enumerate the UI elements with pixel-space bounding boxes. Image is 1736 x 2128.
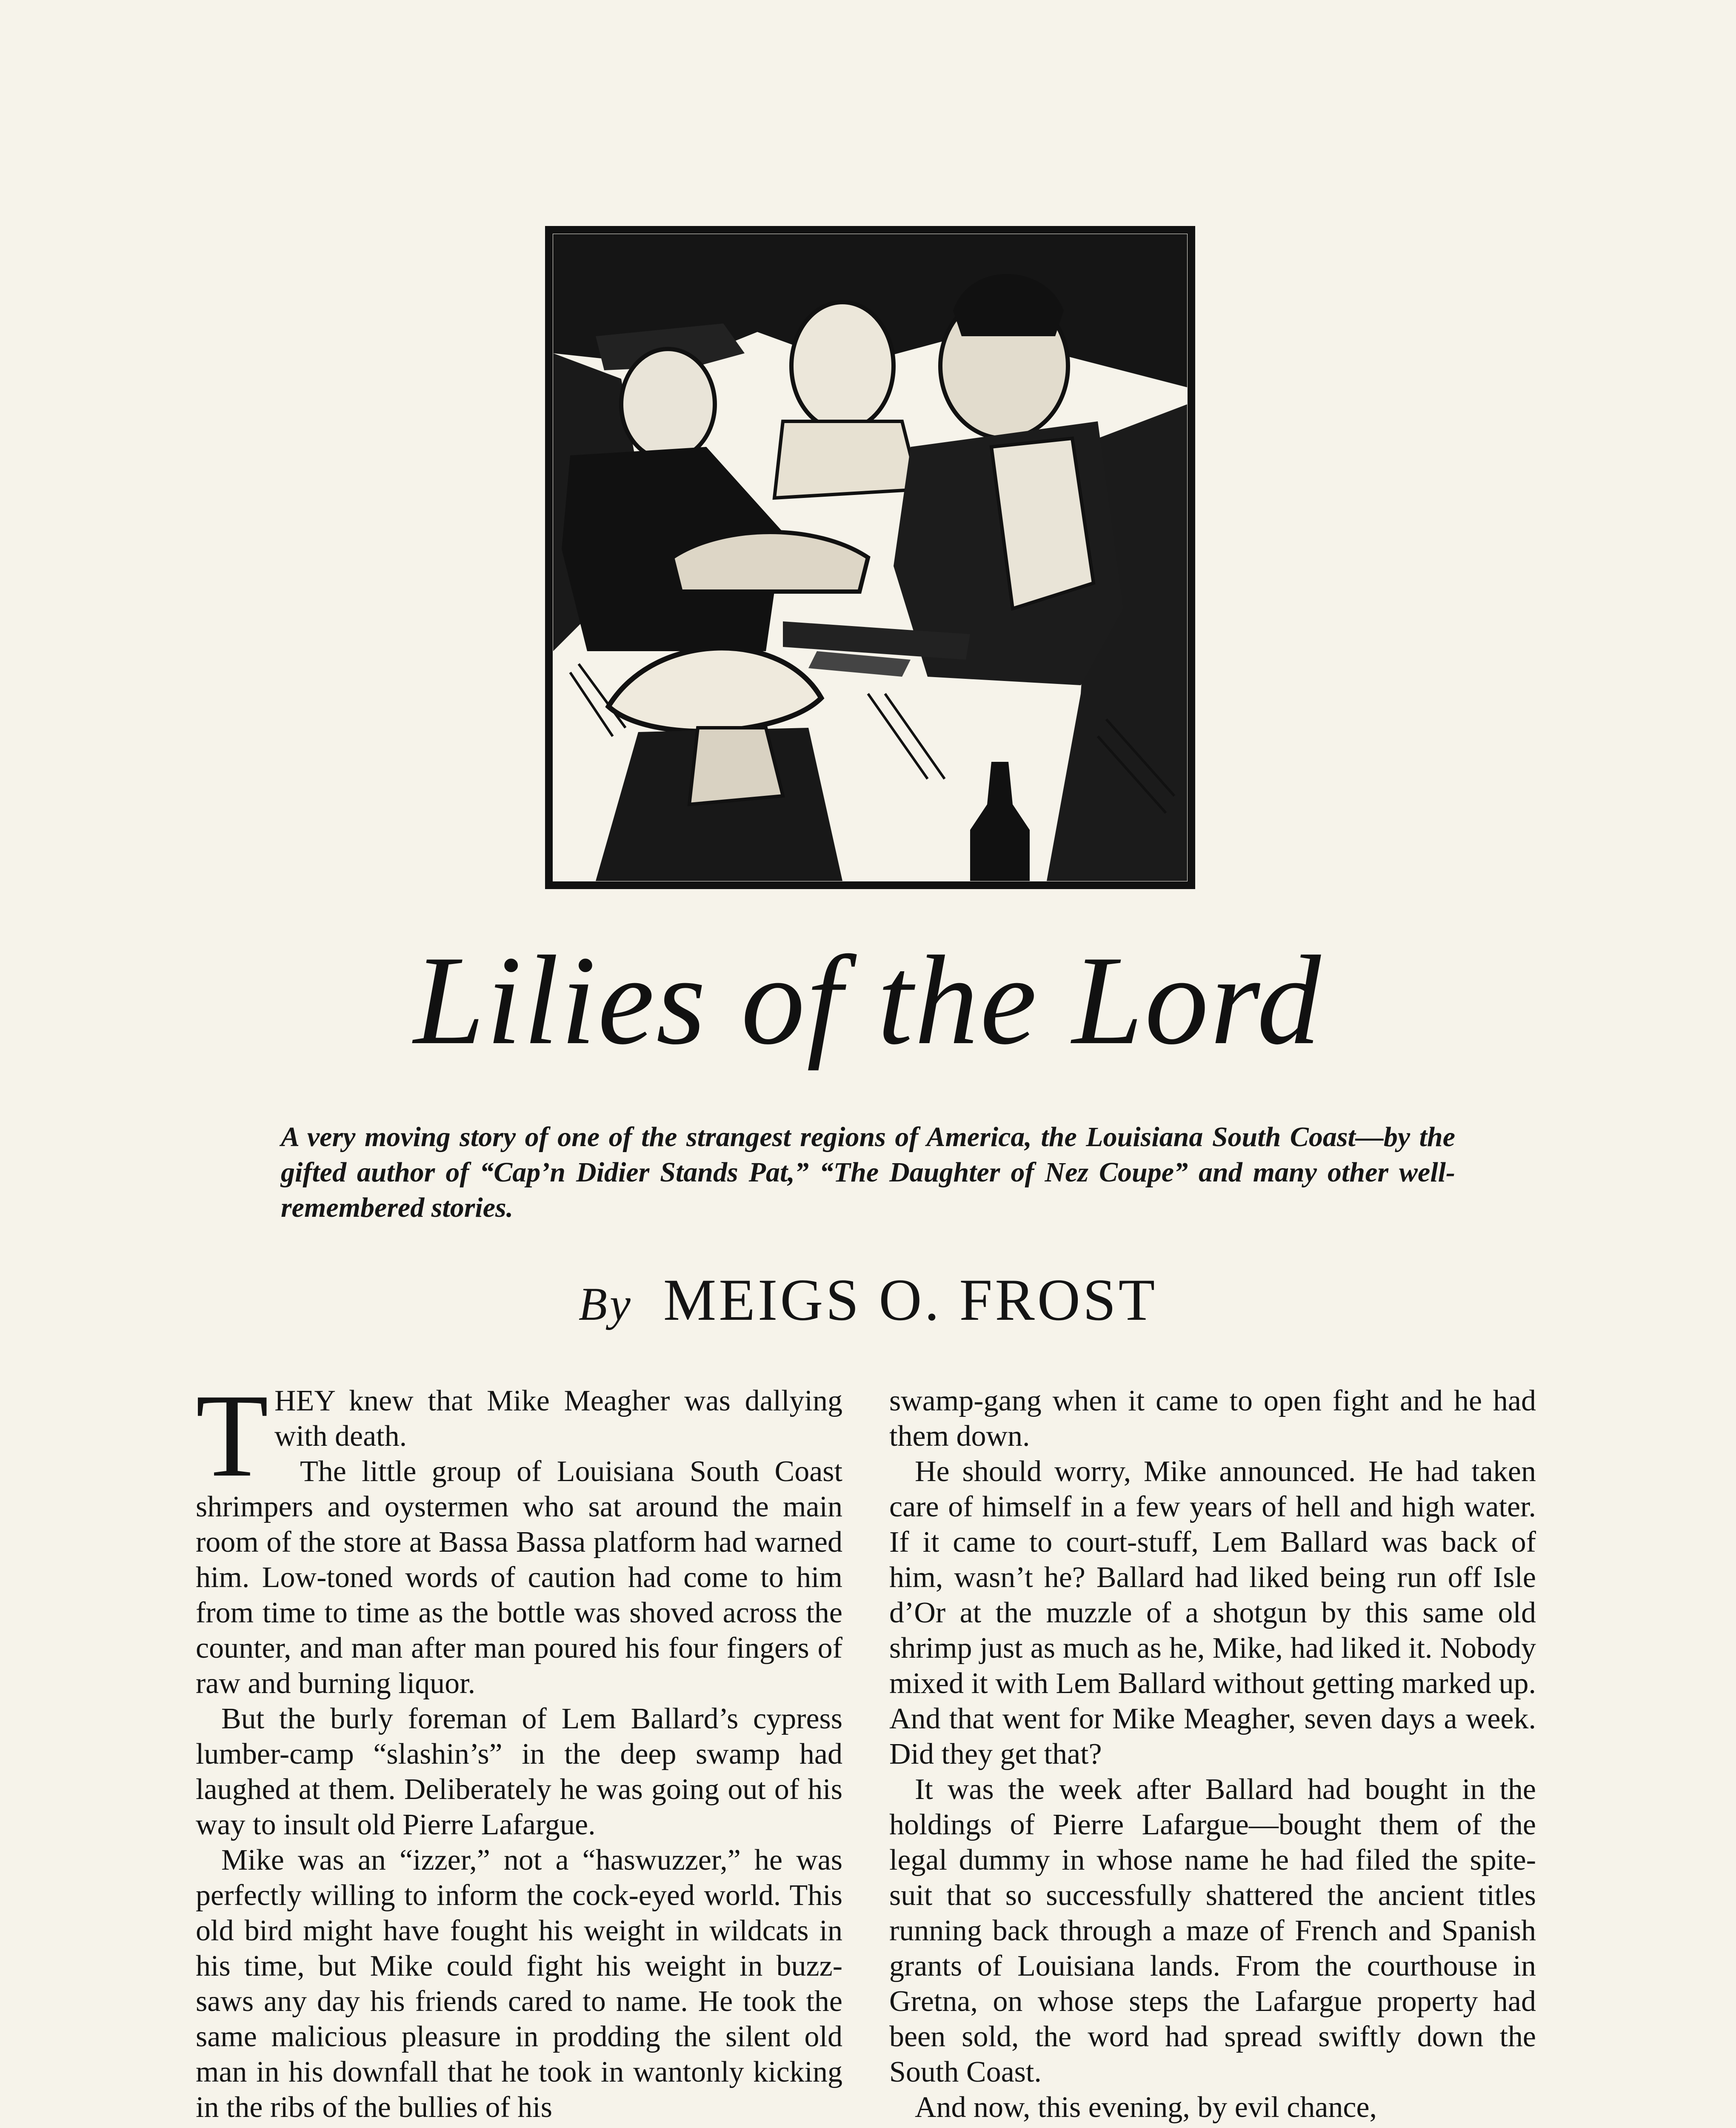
paragraph: swamp-gang when it came to open fight and he had them down. [889,1384,1536,1453]
drop-cap: T [196,1369,269,1502]
paragraph: But the burly foreman of Lem Ballard’s cypress lumber-camp “slashin’s” in the deep swamp had laughed at them. Deliberately he was going out of his way to insult old Pierre Lafargue. [196,1702,842,1841]
paragraph: It was the week after Ballard had bought in the holdings of Pierre Lafargue—bought them of the legal dummy in whose name he had filed the spite-suit that so successfully shattered the ancient titles running back through a maze of French and Spanish grants of Louisiana lands. From the courthouse in Gretna, on whose steps the Lafargue property had been sold, the word had spread swiftly down the South Coast. [889,1773,1536,2088]
paragraph: Mike was an “izzer,” not a “haswuzzer,” he was perfectly willing to inform the cock-eyed world. This old bird might have fought his weight in wildcats in his time, but Mike could fight his weight in buzz-saws any day his friends cared to name. He took the same malicious pleasure in prodding the silent old man in his downfall that he took in wantonly kicking in the ribs of the bullies of his [196,1844,842,2124]
woodcut-illustration-icon [545,226,1196,890]
paragraph: And now, this evening, by evil chance, [915,2091,1377,2124]
byline [0,1266,1736,1338]
text-column-right [889,1383,1536,2125]
article-subtitle: A very moving story of one of the strangest regions of America, the Louisiana South Coast—by the gifted author of “Cap’n Didier Stands Pat,” “The Daughter of Nez Coupe” and many other well-remembered stories. [281,1121,1455,1223]
story-illustration [545,226,1196,890]
paragraph: He should worry, Mike announced. He had taken care of himself in a few years of hell and high water. If it came to court-stuff, Lem Ballard was back of him, wasn’t he? Ballard had liked being run off Isle d’Or at the muzzle of a shotgun by this same old shrimp just as much as he, Mike, had liked it. Nobody mixed it with Lem Ballard without getting marked up. And that went for Mike Meagher, seven days a week. Did they get that? [889,1455,1536,1770]
paragraph: The little group of Louisiana South Coast shrimpers and oystermen who sat around the main room of the store at Bassa Bassa platform had warned him. Low-toned words of caution had come to him from time to time as the bottle was shoved across the counter, and man after man poured his four fingers of raw and burning liquor. [196,1455,842,1700]
article-title: Lilies of the Lord [413,930,1323,1071]
text-column-left [196,1369,842,2125]
author-name: MEIGS O. FROST [663,1267,1158,1333]
paragraph: THEY knew that Mike Meagher was dallying with death. [196,1369,842,1502]
byline-prefix: By [578,1278,633,1330]
